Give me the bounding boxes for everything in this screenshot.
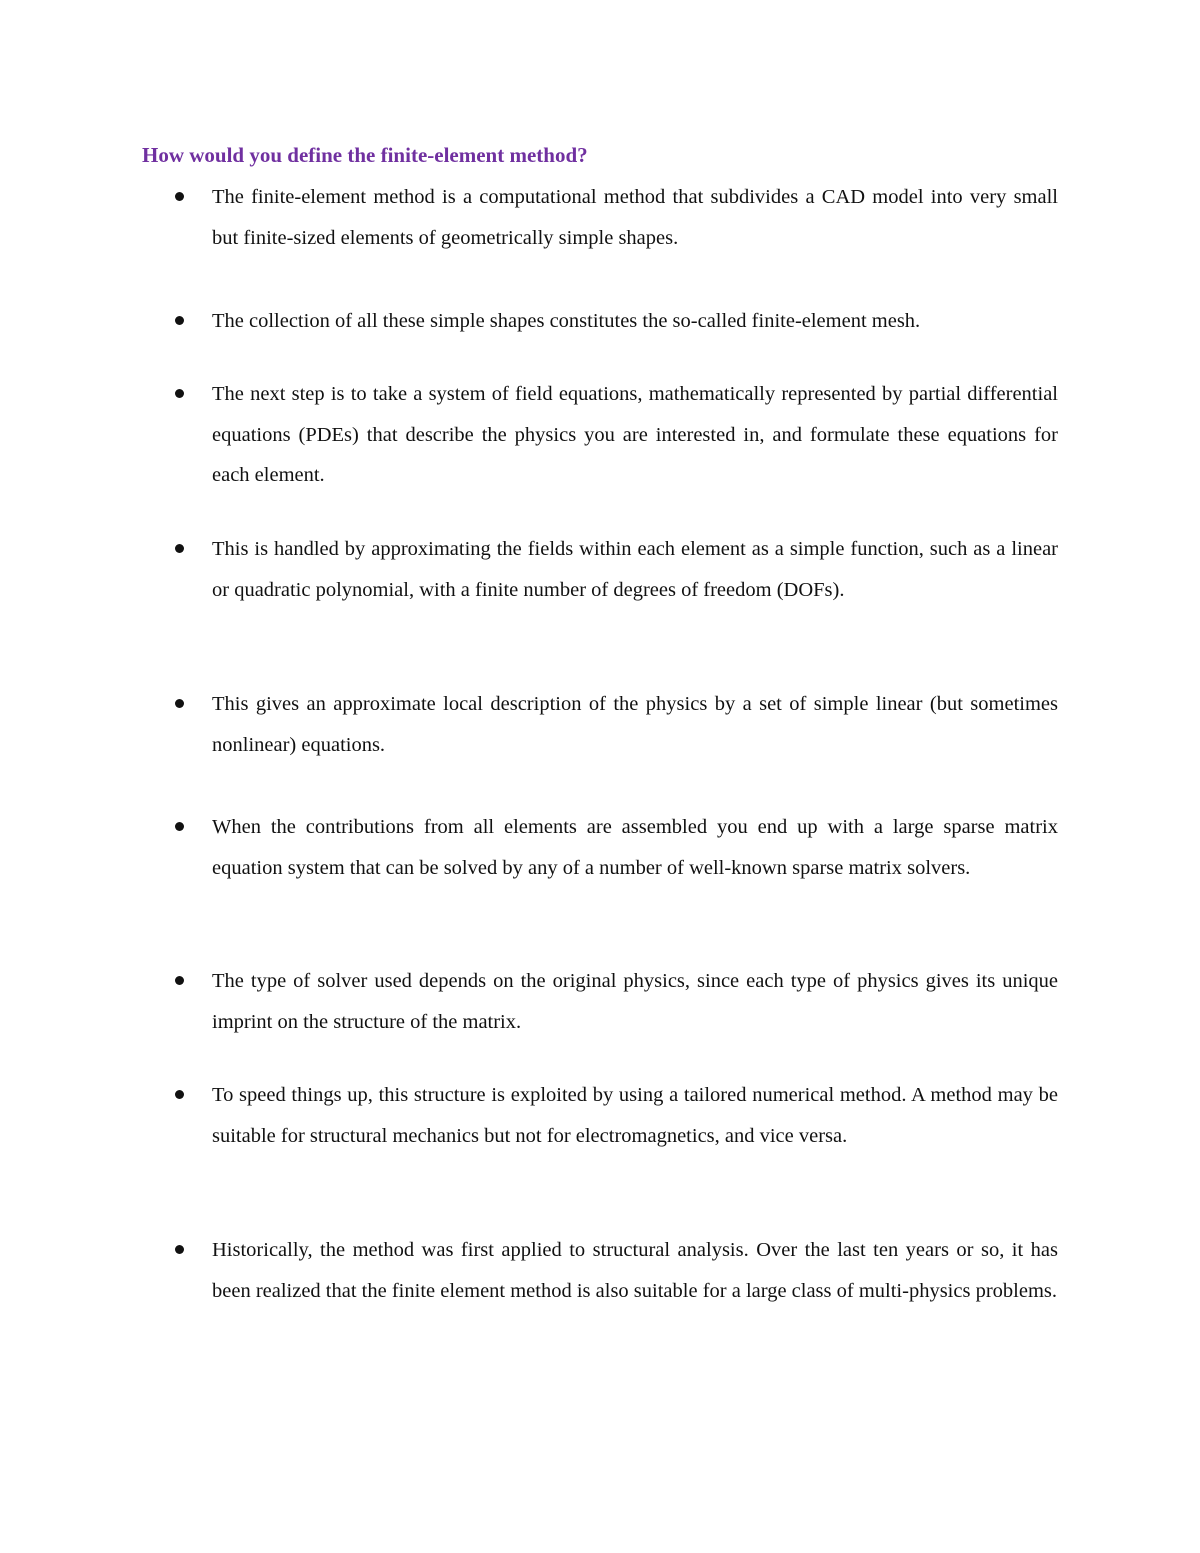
bullet-dot-icon bbox=[175, 192, 184, 201]
bullet-dot-icon bbox=[175, 389, 184, 398]
bullet-text: This gives an approximate local description of the physics by a set of simple linear (but sometimes nonlinear) equations. bbox=[212, 693, 1058, 756]
bullet-dot-icon bbox=[175, 699, 184, 708]
document-heading: How would you define the finite-element method? bbox=[142, 143, 588, 167]
bullet-text: The finite-element method is a computational method that subdivides a CAD model into very small but finite-sized elements of geometrically simple shapes. bbox=[212, 186, 1058, 249]
bullet-text: Historically, the method was first applied to structural analysis. Over the last ten years or so, it has been realized that the finite element method is also suitable for a large class of multi-physics problems. bbox=[212, 1239, 1058, 1302]
bullet-dot-icon bbox=[175, 822, 184, 831]
bullet-dot-icon bbox=[175, 316, 184, 325]
bullet-dot-icon bbox=[175, 976, 184, 985]
bullet-text: The type of solver used depends on the original physics, since each type of physics gives its unique imprint on the structure of the matrix. bbox=[212, 970, 1058, 1033]
bullet-dot-icon bbox=[175, 1245, 184, 1254]
bullet-text: When the contributions from all elements are assembled you end up with a large sparse matrix equation system that can be solved by any of a number of well-known sparse matrix solvers. bbox=[212, 816, 1058, 879]
bullet-text: This is handled by approximating the fields within each element as a simple function, such as a linear or quadratic polynomial, with a finite number of degrees of freedom (DOFs). bbox=[212, 538, 1058, 601]
bullet-text: The collection of all these simple shapes constitutes the so-called finite-element mesh. bbox=[212, 310, 921, 332]
bullet-text: To speed things up, this structure is exploited by using a tailored numerical method. A method may be suitable for structural mechanics but not for electromagnetics, and vice versa. bbox=[212, 1084, 1058, 1147]
bullet-text: The next step is to take a system of field equations, mathematically represented by partial differential equations (PDEs) that describe the physics you are interested in, and formulate these equations for each element. bbox=[212, 383, 1058, 487]
bullet-dot-icon bbox=[175, 544, 184, 553]
bullet-dot-icon bbox=[175, 1090, 184, 1099]
